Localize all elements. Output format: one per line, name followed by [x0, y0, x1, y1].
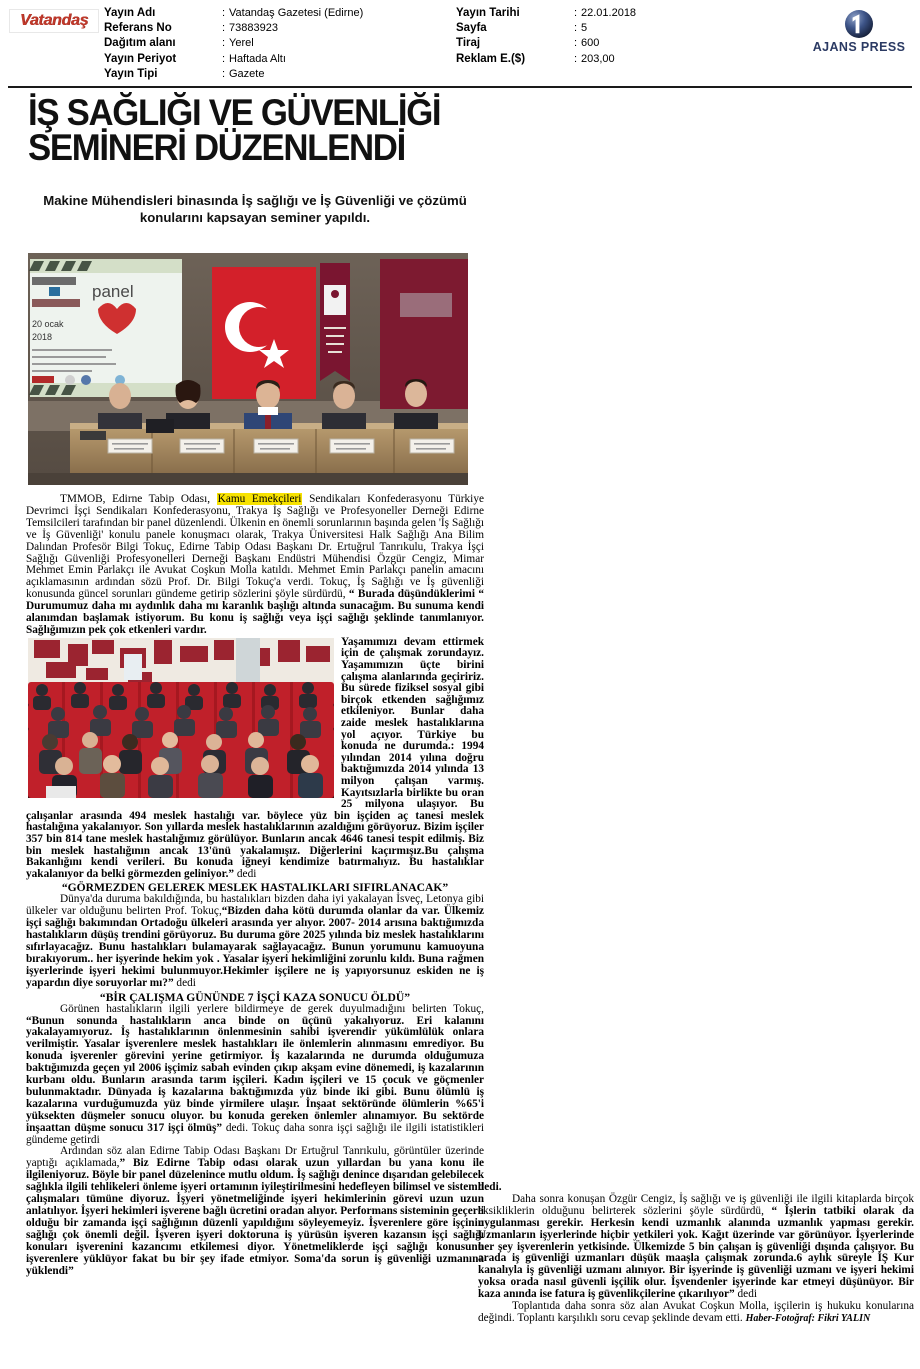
metadata-value: 5	[581, 22, 588, 35]
metadata-separator: :	[574, 37, 578, 50]
metadata-value: 22.01.2018	[581, 7, 637, 19]
paragraph-2	[26, 894, 484, 989]
metadata-column-right	[456, 7, 636, 68]
intro-quote-bold: “ Burada düşündüklerimi “ Durumumuz daha mı aydınlık daha mı karanlık başlığı altında sunacağım. Bu sunuma kendi alanımdan başlamak istiyorum. Bu konu iş sağlığı veya işçi sağlığı şeklinde tanımlanıyor. Sağlığımızın pek çok etkenleri vardır.	[26, 588, 484, 636]
svg-text:panel: panel	[92, 282, 134, 301]
metadata-label: Referans No	[104, 22, 172, 35]
para3-lead: Görünen hastalıkların ilgili yerlere bildirmeye de gerek duyulmadığını belirten Tokuç,	[60, 1002, 484, 1015]
intro-text-b: Sendikaları Konfederasyonu Türkiye Devrimci İşçi Sendikaları Konfederasyonu, Trakya İş Sağlığı ve Profesyoneller Derneği Edirne Temsilcileri tarafından bir panel düzenlendi. Ülkenin en önemli sorunlarının başında gelen 'İş Sağlığı ve İş Güvenliği' konulu panele konuşmacı olarak, Trakya Üniversitesi Halk Sağlığı Ana Bilim Dalından Profesör Bilgi Tokuç, Edirne Tabip Odası Başkanı Dr. Ertuğrul Tanrıkulu, Trakya İşçi Sağlığı Güvenliği Profesyonelleri Derneği Başkanı Endüstri Mühendisi Özgür Cengiz, Mimar Mehmet Emin Parlakçı ile Avukat Coşkun Molla katıldı. Mehmet Emin Parlakçı panelin amacını açıklamasının ardından sözü Prof. Dr. Bilgi Tokuç'a verdi. Tokuç, İş Sağlığı ve İş güvenliği konusunda güncel sorunları gündeme getirip sözlerini şöyle sürdürdü,	[26, 493, 484, 601]
metadata-separator: :	[222, 37, 226, 50]
paragraph-intro	[26, 494, 484, 637]
metadata-column-left	[104, 7, 363, 83]
paragraph-6	[478, 1301, 914, 1325]
metadata-row	[456, 7, 636, 22]
headline-line-1: İŞ SAĞLIĞI VE GÜVENLİĞİ	[28, 92, 441, 133]
wrap-quote-bold: Yaşamımızı devam ettirmek için de çalışmak zorundayız. Yaşamımızın üçte birini çalışma alanlarında geçiririz. Bu sürede fiziksel sosyal gibi birçok etkenden sağlığımız etkileniyor. Bunlar daha zaide meslek hastalıklarına yol açıyor. Türkiye bu konuda ne durumda.: 1994 yılından 2014 yılına doğru baktığımızda 2014 yılında 13 milyon çalışan varmış. Kayıtsızlarla birlikte bu oran 25 milyona ulaşıyor. Bu çalışanlar arasında 494 meslek hastalığı var. böylece yüz bin işçiden aç tanesi meslek hastalığına yakalanıyor. Son yıllarda meslek hastalıklarının azaldığını görüyoruz. Bizim işçiler 357 bin 814 tane meslek hastalığımız görülüyor. Bunların ancak 4646 tanesi tespit edilmiş. Biz bin meslek hastalığının ancak 13'ünü yakalamışız. Diğerlerini kaçırmışız.Bu çalışma Bakanlığını kendi verileri. Bu konuda iğneyi kendimize batırmalıyız. Bu hastalıklar yakalanıyor da belki görmezden geliniyor.”	[26, 635, 484, 880]
paragraph-4	[26, 1146, 484, 1277]
metadata-row	[104, 22, 363, 37]
metadata-label: Dağıtım alanı	[104, 37, 176, 50]
metadata-separator: :	[222, 52, 226, 65]
para5-quote-bold: “ İşlerin tatbiki olarak da uygulanması gerekir. Herkesin kendi uzmanlık alanında uzmanlık yapması gerekir. Uzmanların işyerlerinde hiçbir yetkileri yok. Kağıt üzerinde var görünüyor. İşyerlerinde her şey işverenlerin yetkisinde. Ülkemizde 5 bin çalışan iş güvenliği dışında çalışıyor. Bu arada iş güvenliği uzmanları düşük maaşla çalışmak zorunda.6 aylık süreyle İŞ Kur kanalıyla iş güvenliği uzmanı alınıyor. Bir işyerinde iş güvenliği uzmanı ve işyeri hekimi yoksa orada nasıl güvenli işçilik olur. İşvendenler işyerinde kar etmeyi düşünüyor. Bir kaza anında ise fatura iş güvenlikçilerine çıkarılıyor”	[478, 1204, 915, 1301]
para5-tail: dedi	[734, 1288, 757, 1301]
panel-photo	[28, 253, 468, 485]
para4-continued-bold: dedi.	[478, 1181, 502, 1193]
metadata-label: Yayın Tipi	[104, 67, 158, 80]
continuation-text-column	[478, 1182, 914, 1325]
section-heading-2: “BİR ÇALIŞMA GÜNÜNDE 7 İŞÇİ KAZA SONUCU ÖLDÜ”	[99, 990, 411, 1004]
audience-photo	[28, 638, 334, 798]
metadata-value: Vatandaş Gazetesi (Edirne)	[229, 7, 364, 19]
metadata-row	[456, 53, 636, 68]
para2-quote-bold: “Bizden daha kötü durumda olanlar da var. Ülkemiz işçi sağlığı bakımından Ortadoğu ülkeleri arasında yer alıyor. 2007- 2014 arısına baktığımızda hastalıkların düşüş trendini görüyoruz. Bu duruma göre 2025 yılında biz meslek hastalıklarını sıfırlayacağız. Bunu hastalıkları bulamayarak sağlayacağız. Bunun yorumunu kamuoyuna bırakıyorum.. her işyerinde hekim yok . Yasalar işyeri hekimliğini zorunlu kıldı. Buna rağmen işyerlerinde işyeri hekimi bulunmuyor.Hekimler işçilere ne iş yapıyorsunuz eskiden ne iş yapardın diye soruyorlar mı?”	[26, 905, 485, 989]
publication-logo-text: Vatandaş	[19, 12, 89, 29]
wrap-quote-tail: dedi	[234, 867, 257, 880]
metadata-separator: :	[222, 67, 226, 80]
metadata-label: Reklam E.($)	[456, 52, 526, 65]
metadata-value: 600	[581, 37, 600, 50]
metadata-value: Gazete	[229, 67, 265, 80]
metadata-label: Sayfa	[456, 22, 487, 35]
metadata-row	[104, 68, 363, 83]
agency-logo-text: AJANS PRESS	[812, 40, 906, 54]
metadata-separator: :	[222, 22, 226, 35]
article-body	[0, 92, 920, 1369]
para6-text: Toplantıda daha sonra söz alan Avukat Coşkun Molla, işçilerin iş hukuku konularına değindi. Toplantı karşılıklı soru cevap şeklinde devam etti.	[478, 1300, 914, 1324]
metadata-value: 203,00	[581, 52, 615, 65]
para2-tail: dedi	[173, 976, 196, 989]
svg-text:2018: 2018	[32, 332, 53, 342]
highlighted-term: Kamu Emekçileri	[217, 493, 302, 505]
svg-text:20 ocak: 20 ocak	[32, 319, 64, 329]
metadata-row	[456, 37, 636, 52]
agency-mark-icon	[844, 9, 874, 39]
metadata-row	[104, 53, 363, 68]
para4-quote-bold: ” Biz Edirne Tabip odası olarak uzun yıllardan bu yana konu ile ilgileniyoruz. Böyle bir panel düzelenince mutlu oldum. İş sağlığı denince dışarıdan gelebilecek sağlıkla ilgili tehlikeleri önleme işyeri ortamının iyileştirilmesini hedefleyen bilimsel ve sistemli çalışmaları tümüne diyoruz. İşyeri yönetmeliğinde işyeri hekimlerinin görevi uzun uzun anlatılıyor. İşyeri hekimleri işverene bağlı ücretini oradan alıyor. Performans sisteminin geçerli olduğu bir zamanda işçi sağlığının düzenli yapıldığını söyleyemeyiz. İşverenlere göre işçinin sağlığı çok önemli değil. İşveren işyeri doktoruna iş yürüsün işveren kazansın işçi sağlığı konuları işverenini kazancımı etkilemesi diyor. Yönetmeliklerde işçi sağlığı konusunu işverenlere yüklüyor fakat bu bir şey ifade etmiyor. Soma'da sorun iş güvenliği uzmanına yüklendi”	[26, 1157, 484, 1277]
metadata-label: Yayın Tarihi	[456, 7, 520, 19]
para4-lead: Ardından söz alan Edirne Tabip Odası Başkanı Dr Ertuğrul Tanrıkulu, görüntüler üzerinde yaptığı açıklamada,	[26, 1145, 484, 1170]
metadata-value: 73883923	[229, 22, 278, 35]
headline-line-2: SEMİNERİ DÜZENLENDİ	[28, 127, 405, 169]
clipping-header	[0, 0, 920, 88]
metadata-separator: :	[574, 7, 578, 19]
para3-tail: dedi. Tokuç daha sonra işçi sağlığı ile ilgili istatistikleri gündeme getirdi	[26, 1121, 484, 1146]
metadata-label: Yayın Periyot	[104, 52, 177, 65]
para2-lead: Dünya'da duruma bakıldığında, bu hastalıkları bizden daha iyi yakalayan İsveç, Letonya gibi ülkeler var olduğunu belirten Prof. Tokuç,	[26, 893, 484, 918]
section-heading-1: “GÖRMEZDEN GELEREK MESLEK HASTALIKLARI SIFIRLANACAK”	[61, 881, 449, 895]
metadata-value: Yerel	[229, 37, 254, 50]
agency-logo	[806, 9, 912, 54]
metadata-separator: :	[574, 52, 578, 65]
metadata-row	[104, 7, 363, 22]
publication-logo	[9, 9, 99, 33]
para5-lead: Daha sonra konuşan Özgür Cengiz, İş sağlığı ve iş güvenliği ile ilgili kitaplarda birçok eksikliklerin olduğunu belirterek sözlerini şöyle sürdürdü,	[478, 1192, 914, 1217]
header-divider	[8, 86, 912, 88]
metadata-separator: :	[574, 22, 578, 35]
article-headline	[28, 92, 447, 169]
intro-text-a: TMMOB, Edirne Tabip Odası,	[60, 493, 217, 505]
metadata-row	[104, 37, 363, 52]
metadata-label: Tiraj	[456, 37, 481, 50]
paragraph-3	[26, 1004, 484, 1147]
photo-credit: Haber-Fotoğraf: Fikri YALIN	[745, 1312, 871, 1324]
metadata-separator: :	[222, 7, 226, 19]
metadata-row	[456, 22, 636, 37]
main-text-column	[26, 494, 484, 1277]
metadata-value: Haftada Altı	[229, 52, 286, 65]
photo-wrap-section	[26, 637, 484, 880]
paragraph-5	[478, 1194, 914, 1301]
para3-quote-bold: “Bunun sonunda hastalıkların anca binde on üçünü yakalıyoruz. Eri kalanını yakalayamıyoruz. İş hastalıklarının önlenmesinin sahibi işverendir yükümlülük onlara verilmiştir. Yasalar işverenlere meslek hastalıkları ile önlemlerin alınmasını emrediyor. Bu konuda işverenler görevini yerine getirmiyor. İş kazalarında ne durumda olduğumuza baktığımızda geçen yıl 2006 işçimiz sabah evinden çıkıp akşam evine dönemedi, iş kazalarının kurbanı oldu. Bunların arasında tarım işçileri. Kadın işçileri ve 15 çocuk ve göçmenler bulunmaktadır. Dünyada iş kazalarına baktığımızda yüz binde iki gibi. Bunu ölümlü iş kazalarına vurduğumuzda yüz binde yirmilere ulaşır. İnşaat sektöründe ölümlerin %65'i yüksekten düşmeler sonucu oluyor. bu konuda gereken önlemler alınamıyor. Bu sektörde inşaattan düşme sonucu 317 işçi ölmüş”	[26, 1014, 484, 1134]
article-subheadline: Makine Mühendisleri binasında İş sağlığı ve İş Güvenliği ve çözümü konularını kapsayan seminer yapıldı.	[43, 193, 467, 226]
metadata-label: Yayın Adı	[104, 7, 156, 19]
